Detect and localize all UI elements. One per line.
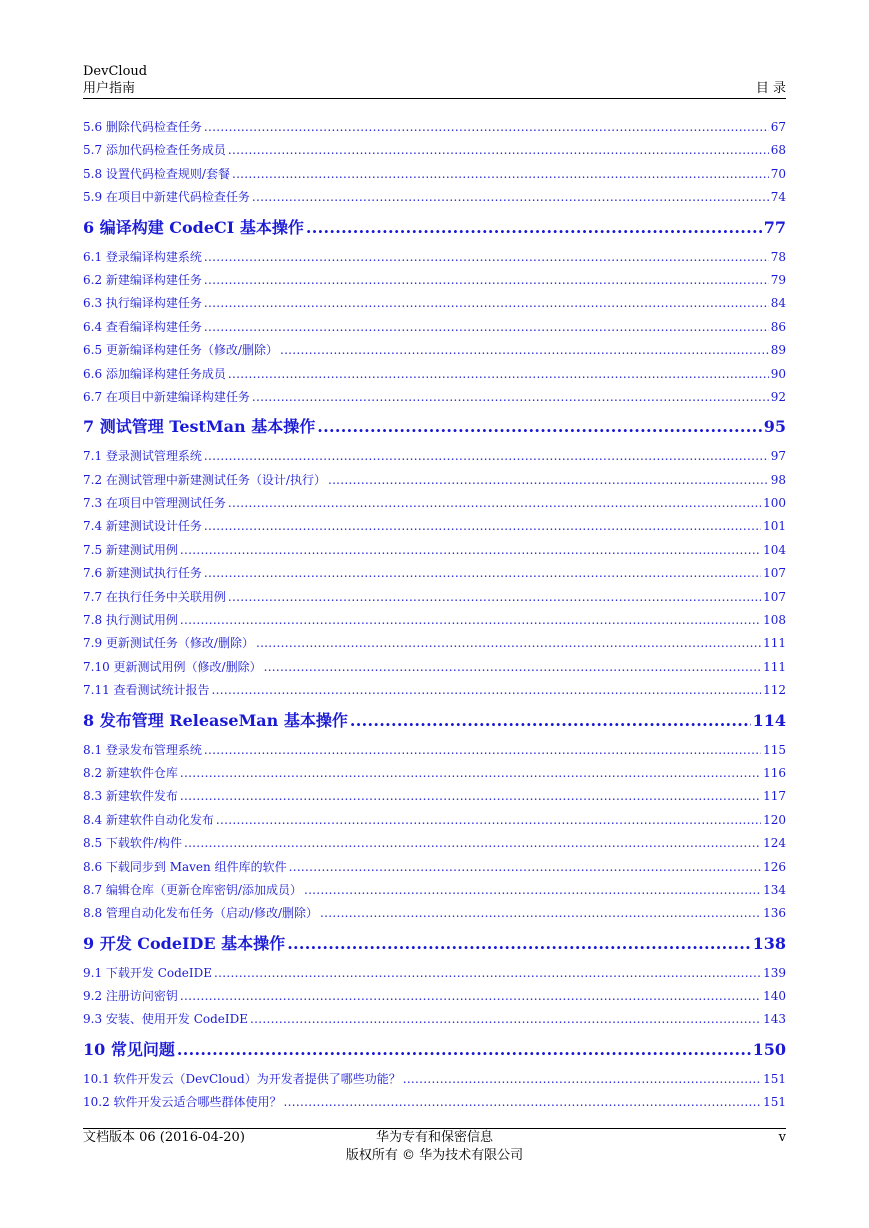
toc-entry-title: 9.1 下载开发 CodeIDE xyxy=(83,965,213,980)
toc-dot-leader xyxy=(289,856,762,879)
toc-entry-title: 6.2 新建编译构建任务 xyxy=(83,272,202,287)
toc-entry-title: 7 测试管理 TestMan 基本操作 xyxy=(83,417,316,437)
toc-entry-title: 5.7 添加代码检查任务成员 xyxy=(83,143,226,158)
toc-entry-page: 111 xyxy=(763,659,786,674)
toc-dot-leader xyxy=(204,515,761,538)
toc-entry-title: 10.2 软件开发云适合哪些群体使用？ xyxy=(83,1095,282,1110)
toc-dot-leader xyxy=(228,139,769,162)
toc-section-link[interactable] xyxy=(83,586,786,609)
toc-entry-title: 7.11 查看测试统计报告 xyxy=(83,683,210,698)
footer-center xyxy=(83,1129,786,1165)
toc-entry-page: 95 xyxy=(763,417,786,437)
toc-section-link[interactable] xyxy=(83,632,786,655)
toc-entry-page: 92 xyxy=(770,389,786,404)
toc-entry-page: 140 xyxy=(763,989,786,1004)
toc-entry-page: 86 xyxy=(770,319,786,334)
toc-dot-leader xyxy=(204,116,769,139)
toc-section-link[interactable] xyxy=(83,1068,786,1091)
toc-section-link[interactable] xyxy=(83,609,786,632)
toc-entry-title: 6 编译构建 CodeCI 基本操作 xyxy=(83,217,304,237)
toc-section-link[interactable] xyxy=(83,679,786,702)
toc-entry-title: 8.1 登录发布管理系统 xyxy=(83,742,202,757)
toc-entry-title: 7.4 新建测试设计任务 xyxy=(83,519,202,534)
toc-entry-title: 8.3 新建软件发布 xyxy=(83,789,178,804)
toc-entry-page: 104 xyxy=(763,542,786,557)
toc-entry-title: 7.3 在项目中管理测试任务 xyxy=(83,496,226,511)
header-divider xyxy=(83,98,786,99)
toc-entry-title: 9.3 安装、使用开发 CodeIDE xyxy=(83,1012,249,1027)
toc-entry-page: 100 xyxy=(763,496,786,511)
toc-entry-page: 97 xyxy=(770,449,786,464)
toc-entry-title: 6.6 添加编译构建任务成员 xyxy=(83,366,226,381)
table-of-contents xyxy=(83,116,786,1115)
footer-copyright: 版权所有 © 华为技术有限公司 xyxy=(345,1148,524,1163)
toc-dot-leader xyxy=(232,163,769,186)
toc-section-link[interactable] xyxy=(83,139,786,162)
toc-dot-leader xyxy=(180,785,761,808)
toc-section-link[interactable] xyxy=(83,163,786,186)
toc-section-link[interactable] xyxy=(83,246,786,269)
toc-dot-leader xyxy=(177,1034,751,1066)
toc-entry-page: 151 xyxy=(763,1071,786,1086)
toc-section-link[interactable] xyxy=(83,445,786,468)
toc-section-link[interactable] xyxy=(83,386,786,409)
page-header xyxy=(83,63,786,97)
toc-entry-page: 151 xyxy=(763,1095,786,1110)
toc-section-link[interactable] xyxy=(83,739,786,762)
toc-section-link[interactable] xyxy=(83,469,786,492)
toc-section-link[interactable] xyxy=(83,1091,786,1114)
toc-entry-title: 8.8 管理自动化发布任务（启动/修改/删除） xyxy=(83,906,318,921)
footer-confidential: 华为专有和保密信息 xyxy=(375,1130,493,1145)
toc-dot-leader xyxy=(328,469,769,492)
toc-entry-page: 111 xyxy=(763,636,786,651)
toc-entry-title: 10 常见问题 xyxy=(83,1039,175,1059)
toc-entry-title: 5.9 在项目中新建代码检查任务 xyxy=(83,190,250,205)
toc-entry-page: 136 xyxy=(763,906,786,921)
header-brand: DevCloud xyxy=(83,64,148,79)
toc-dot-leader xyxy=(204,292,769,315)
toc-entry-title: 7.2 在测试管理中新建测试任务（设计/执行） xyxy=(83,472,326,487)
footer-page-number: v xyxy=(778,1130,786,1145)
toc-entry-page: 143 xyxy=(763,1012,786,1027)
toc-dot-leader xyxy=(204,269,769,292)
toc-dot-leader xyxy=(180,539,761,562)
toc-section-link[interactable] xyxy=(83,539,786,562)
toc-chapter-link[interactable] xyxy=(83,705,786,737)
toc-entry-title: 7.10 更新测试用例（修改/删除） xyxy=(83,659,262,674)
toc-entry-title: 6.1 登录编译构建系统 xyxy=(83,249,202,264)
toc-entry-page: 67 xyxy=(770,119,786,134)
toc-section-link[interactable] xyxy=(83,562,786,585)
toc-section-link[interactable] xyxy=(83,186,786,209)
toc-entry-page: 114 xyxy=(752,710,786,730)
toc-chapter-link[interactable] xyxy=(83,1034,786,1066)
toc-section-link[interactable] xyxy=(83,116,786,139)
toc-entry-page: 89 xyxy=(770,343,786,358)
toc-chapter-link[interactable] xyxy=(83,411,786,443)
toc-section-link[interactable] xyxy=(83,1009,786,1032)
toc-section-link[interactable] xyxy=(83,785,786,808)
toc-entry-page: 77 xyxy=(763,217,786,237)
toc-dot-leader xyxy=(180,985,761,1008)
toc-dot-leader xyxy=(256,632,761,655)
toc-entry-page: 84 xyxy=(770,296,786,311)
toc-entry-page: 150 xyxy=(752,1039,786,1059)
toc-entry-page: 90 xyxy=(770,366,786,381)
toc-entry-title: 5.6 删除代码检查任务 xyxy=(83,119,202,134)
toc-entry-title: 8.4 新建软件自动化发布 xyxy=(83,812,214,827)
toc-entry-title: 8.5 下载软件/构件 xyxy=(83,836,182,851)
toc-dot-leader xyxy=(204,246,769,269)
toc-section-link[interactable] xyxy=(83,856,786,879)
toc-entry-page: 78 xyxy=(770,249,786,264)
toc-section-link[interactable] xyxy=(83,962,786,985)
toc-dot-leader xyxy=(204,445,769,468)
toc-entry-page: 116 xyxy=(763,765,786,780)
toc-dot-leader xyxy=(284,1091,762,1114)
toc-section-link[interactable] xyxy=(83,492,786,515)
toc-entry-title: 7.7 在执行任务中关联用例 xyxy=(83,589,226,604)
toc-entry-page: 68 xyxy=(770,143,786,158)
toc-dot-leader xyxy=(228,586,761,609)
toc-entry-title: 10.1 软件开发云（DevCloud）为开发者提供了哪些功能？ xyxy=(83,1071,401,1086)
toc-dot-leader xyxy=(204,739,761,762)
toc-entry-page: 101 xyxy=(763,519,786,534)
toc-section-link[interactable] xyxy=(83,656,786,679)
toc-entry-page: 115 xyxy=(763,742,786,757)
toc-entry-page: 70 xyxy=(770,166,786,181)
toc-dot-leader xyxy=(252,186,769,209)
toc-entry-title: 6.5 更新编译构建任务（修改/删除） xyxy=(83,343,278,358)
toc-dot-leader xyxy=(214,962,761,985)
toc-section-link[interactable] xyxy=(83,269,786,292)
toc-entry-page: 138 xyxy=(752,933,786,953)
toc-entry-title: 9 开发 CodeIDE 基本操作 xyxy=(83,933,286,953)
toc-dot-leader xyxy=(403,1068,761,1091)
toc-entry-title: 8.2 新建软件仓库 xyxy=(83,765,178,780)
toc-dot-leader xyxy=(280,339,769,362)
toc-dot-leader xyxy=(250,1008,761,1031)
toc-entry-title: 8.7 编辑仓库（更新仓库密钥/添加成员） xyxy=(83,882,302,897)
toc-entry-page: 126 xyxy=(763,859,786,874)
toc-entry-title: 6.3 执行编译构建任务 xyxy=(83,296,202,311)
toc-dot-leader xyxy=(287,928,750,960)
toc-entry-page: 117 xyxy=(763,789,786,804)
toc-section-link[interactable] xyxy=(83,762,786,785)
toc-section-link[interactable] xyxy=(83,985,786,1008)
toc-section-link[interactable] xyxy=(83,339,786,362)
toc-entry-page: 74 xyxy=(770,190,786,205)
toc-entry-page: 124 xyxy=(763,836,786,851)
toc-entry-title: 7.9 更新测试任务（修改/删除） xyxy=(83,636,254,651)
toc-entry-title: 6.7 在项目中新建编译构建任务 xyxy=(83,389,250,404)
toc-section-link[interactable] xyxy=(83,292,786,315)
toc-entry-title: 9.2 注册访问密钥 xyxy=(83,989,178,1004)
toc-entry-page: 108 xyxy=(763,613,786,628)
toc-dot-leader xyxy=(180,762,761,785)
toc-section-link[interactable] xyxy=(83,902,786,925)
toc-entry-title: 7.1 登录测试管理系统 xyxy=(83,449,202,464)
toc-dot-leader xyxy=(304,879,761,902)
header-doc-title: 用户指南 xyxy=(83,81,136,96)
toc-dot-leader xyxy=(204,562,761,585)
toc-dot-leader xyxy=(228,492,761,515)
toc-entry-page: 79 xyxy=(770,272,786,287)
toc-section-link[interactable] xyxy=(83,316,786,339)
header-section: 目 录 xyxy=(755,81,786,96)
toc-entry-title: 7.5 新建测试用例 xyxy=(83,542,178,557)
toc-chapter-link[interactable] xyxy=(83,928,786,960)
toc-dot-leader xyxy=(317,411,762,443)
toc-section-link[interactable] xyxy=(83,809,786,832)
toc-section-link[interactable] xyxy=(83,832,786,855)
toc-section-link[interactable] xyxy=(83,515,786,538)
toc-dot-leader xyxy=(306,212,762,244)
toc-entry-page: 120 xyxy=(763,812,786,827)
toc-dot-leader xyxy=(184,832,761,855)
toc-entry-title: 8 发布管理 ReleaseMan 基本操作 xyxy=(83,710,348,730)
toc-section-link[interactable] xyxy=(83,879,786,902)
toc-dot-leader xyxy=(216,809,761,832)
toc-dot-leader xyxy=(350,705,751,737)
toc-section-link[interactable] xyxy=(83,363,786,386)
toc-dot-leader xyxy=(204,316,769,339)
toc-entry-page: 98 xyxy=(770,472,786,487)
toc-entry-page: 107 xyxy=(763,566,786,581)
toc-entry-page: 134 xyxy=(763,882,786,897)
footer-version: 文档版本 06 (2016-04-20) xyxy=(83,1130,245,1145)
toc-entry-page: 107 xyxy=(763,589,786,604)
toc-entry-title: 7.6 新建测试执行任务 xyxy=(83,566,202,581)
toc-dot-leader xyxy=(180,609,761,632)
toc-entry-title: 7.8 执行测试用例 xyxy=(83,613,178,628)
toc-chapter-link[interactable] xyxy=(83,212,786,244)
toc-entry-title: 6.4 查看编译构建任务 xyxy=(83,319,202,334)
toc-entry-page: 139 xyxy=(763,965,786,980)
toc-entry-title: 5.8 设置代码检查规则/套餐 xyxy=(83,166,230,181)
toc-dot-leader xyxy=(264,656,762,679)
toc-dot-leader xyxy=(228,363,769,386)
toc-entry-page: 112 xyxy=(763,683,786,698)
toc-dot-leader xyxy=(320,902,761,925)
toc-dot-leader xyxy=(252,386,769,409)
toc-entry-title: 8.6 下载同步到 Maven 组件库的软件 xyxy=(83,859,287,874)
header-subrow xyxy=(83,80,786,97)
toc-dot-leader xyxy=(212,679,762,702)
